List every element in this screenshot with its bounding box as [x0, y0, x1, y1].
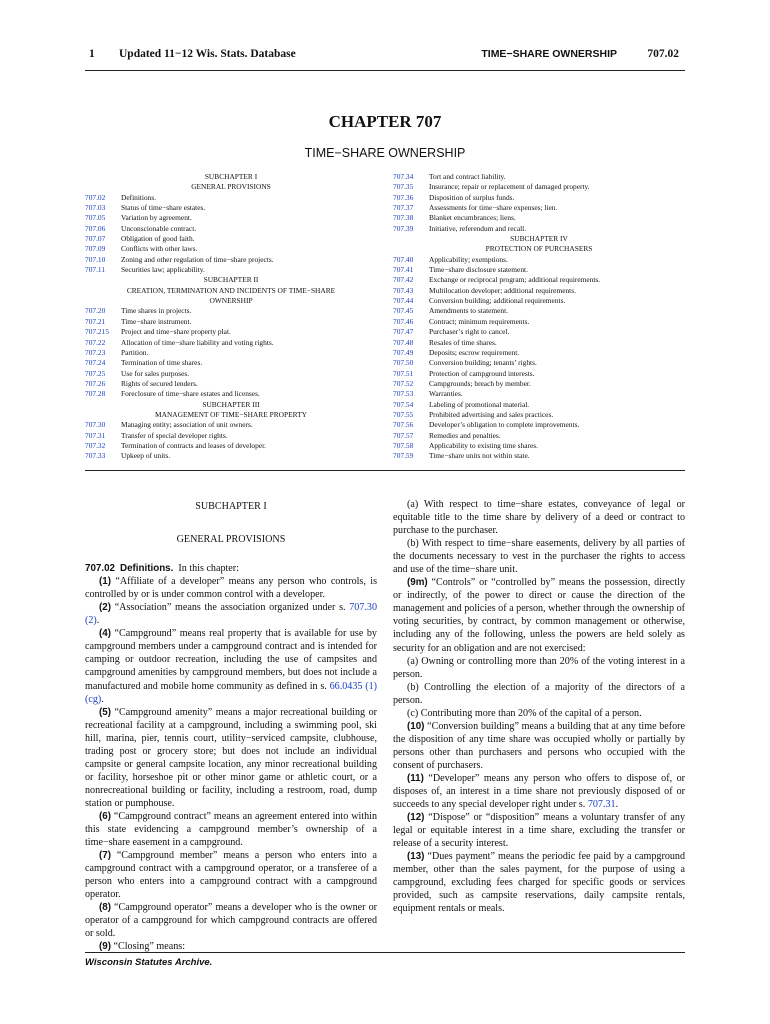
- toc-section-title: Unconscionable contract.: [121, 223, 197, 233]
- toc-section-link[interactable]: 707.56: [393, 420, 414, 430]
- toc-section-link[interactable]: 707.40: [393, 254, 414, 264]
- toc-section-title: Managing entity; association of unit owners.: [121, 420, 253, 430]
- toc-section-link[interactable]: 707.42: [393, 275, 414, 285]
- toc-entry: [393, 255, 685, 265]
- toc-section-link[interactable]: 707.52: [393, 378, 414, 388]
- toc-entry: [393, 182, 685, 192]
- toc-section-link[interactable]: 707.46: [393, 316, 414, 326]
- toc-section-title: Amendments to statement.: [429, 306, 509, 316]
- toc-section-link[interactable]: 707.45: [393, 306, 414, 316]
- toc-entry: [393, 389, 685, 399]
- toc-section-link[interactable]: 707.53: [393, 389, 414, 399]
- toc-subchapter-heading: SUBCHAPTER II: [203, 275, 259, 285]
- toc-section-title: Transfer of special developer rights.: [121, 430, 228, 440]
- statute-cross-reference-link[interactable]: 707.30 (2): [85, 602, 377, 627]
- toc-section-link[interactable]: 707.23: [85, 347, 106, 357]
- database-label: Updated 11−12 Wis. Stats. Database: [119, 48, 296, 60]
- toc-entry: [393, 327, 685, 337]
- definition-paragraph: [85, 601, 377, 627]
- toc-section-title: Remedies and penalties.: [429, 430, 501, 440]
- toc-section-link[interactable]: 707.09: [85, 244, 106, 254]
- definition-number: (9m): [407, 577, 428, 589]
- toc-entry: [85, 203, 377, 213]
- statute-cross-reference-link[interactable]: 66.0435 (1) (cg): [85, 680, 377, 705]
- toc-section-link[interactable]: 707.39: [393, 223, 414, 233]
- toc-section-title: Time shares in projects.: [121, 306, 192, 316]
- toc-section-title: Securities law; applicability.: [121, 265, 205, 275]
- footer-rule: [85, 952, 685, 953]
- toc-section-link[interactable]: 707.55: [393, 409, 414, 419]
- toc-entry: [393, 410, 685, 420]
- toc-subchapter-heading: SUBCHAPTER I: [204, 172, 258, 181]
- toc-entry: [85, 420, 377, 430]
- definition-text: “Closing” means:: [113, 941, 185, 953]
- toc-section-title: Protection of campground interests.: [429, 368, 535, 378]
- section-title: Definitions.: [120, 563, 174, 575]
- toc-section-title: Developer’s obligation to complete improvements.: [429, 420, 580, 430]
- toc-section-title: Labeling of promotional material.: [429, 399, 530, 409]
- toc-subchapter-heading: CREATION, TERMINATION AND INCIDENTS OF TIME−SHARE: [126, 285, 336, 295]
- toc-section-link[interactable]: 707.44: [393, 296, 414, 306]
- toc-entry: [393, 431, 685, 441]
- definition-number: (13): [407, 851, 425, 863]
- definition-number: (8): [99, 902, 111, 914]
- toc-section-link[interactable]: 707.05: [85, 213, 106, 223]
- toc-entry: [393, 213, 685, 223]
- toc-section-link[interactable]: 707.11: [85, 265, 106, 275]
- toc-section-title: Use for sales purposes.: [121, 368, 190, 378]
- toc-subchapter-heading: PROTECTION OF PURCHASERS: [485, 244, 593, 254]
- toc-entry: [393, 317, 685, 327]
- chapter-number: CHAPTER 707: [328, 112, 442, 131]
- toc-section-link[interactable]: 707.02: [85, 192, 106, 202]
- toc-section-title: Time−share instrument.: [121, 316, 192, 326]
- toc-entry: [85, 193, 377, 203]
- definition-text: “Campground operator” means a developer who is the owner or operator of a campground for which campground contracts are offered or sold.: [85, 902, 377, 940]
- section-number: 707.02: [85, 563, 115, 575]
- toc-section-link[interactable]: 707.10: [85, 254, 106, 264]
- definition-text: (a) With respect to time−share estates, conveyance of legal or equitable title to the time share by delivery of a deed or contract to purchase to the purchaser.: [393, 499, 685, 537]
- definition-number: (5): [99, 706, 111, 718]
- toc-section-title: Variation by agreement.: [121, 213, 192, 223]
- toc-section-link[interactable]: 707.24: [85, 358, 106, 368]
- toc-section-title: Deposits; escrow requirement.: [429, 347, 520, 357]
- toc-subchapter-heading: SUBCHAPTER III: [202, 399, 260, 409]
- left-definitions: [85, 575, 377, 953]
- toc-section-title: Exchange or reciprocal program; additional requirements.: [429, 275, 601, 285]
- toc-section-title: Foreclosure of time−share estates and licenses.: [121, 389, 260, 399]
- toc-section-link[interactable]: 707.20: [85, 306, 106, 316]
- definition-text: “Campground amenity” means a major recreational building or recreational facility at a campground, including a swimming pool, ski hill, marina, pier, tennis court, utility−serviced campsite, clubhouse, trading post or grocery store; but does not include an individual campsite or general campsite location, any minor recreational building or facility, horseshoe pit or other minor game or athletic court, or a nonrecreational building or facility, including a restroom, road, dump station or pumphouse.: [85, 706, 377, 809]
- toc-right-column: [393, 172, 685, 462]
- toc-section-link[interactable]: 707.32: [85, 440, 106, 450]
- definition-paragraph: [393, 707, 685, 720]
- definition-number: (11): [407, 772, 424, 784]
- definition-paragraph: [393, 655, 685, 681]
- toc-section-link[interactable]: 707.59: [393, 451, 414, 461]
- toc-section-title: Applicability to existing time shares.: [429, 440, 538, 450]
- definition-text: “Association” means the association organized under s.: [114, 602, 350, 614]
- footer-text: Wisconsin Statutes Archive.: [85, 957, 213, 968]
- toc-section-link[interactable]: 707.41: [393, 265, 414, 275]
- toc-section-title: Initiative, referendum and recall.: [429, 223, 527, 233]
- toc-section-title: Zoning and other regulation of time−share projects.: [121, 254, 274, 264]
- toc-section-link[interactable]: 707.25: [85, 368, 106, 378]
- toc-section-link[interactable]: 707.26: [85, 378, 106, 388]
- toc-entry: [393, 203, 685, 213]
- definition-number: (6): [99, 810, 111, 822]
- definition-text: “Conversion building” means a building that at any time before the disposition of any time share was occupied wholly or partially by persons other than purchasers and persons who occupied with the consent of purchasers.: [393, 720, 686, 771]
- definition-paragraph: [393, 498, 685, 537]
- toc-entry: [85, 389, 377, 399]
- definition-number: (7): [99, 850, 111, 862]
- definition-text: “Developer” means any person who offers to dispose of, or disposes of, an interest in a time share not previously disposed of or succeeds to any special developer right under s.: [393, 772, 685, 811]
- chapter-title: TIME−SHARE OWNERSHIP: [304, 146, 466, 160]
- toc-entry: [393, 265, 685, 275]
- toc-section-link[interactable]: 707.33: [85, 451, 106, 461]
- toc-entry: [393, 275, 685, 285]
- toc-subchapter-heading: SUBCHAPTER IV: [510, 234, 568, 244]
- toc-entry: [85, 306, 377, 316]
- definition-number: (12): [407, 812, 425, 824]
- toc-entry: [85, 224, 377, 234]
- toc-section-title: Termination of time shares.: [121, 358, 203, 368]
- toc-section-link[interactable]: 707.07: [85, 234, 106, 244]
- definition-number: (4): [99, 628, 111, 640]
- definition-text: (a) Owning or controlling more than 20% of the voting interest in a person.: [393, 655, 685, 680]
- toc-section-link[interactable]: 707.28: [85, 389, 106, 399]
- section-heading: [85, 562, 377, 575]
- toc-section-title: Status of time−share estates.: [121, 203, 206, 213]
- toc-left-column: [85, 172, 377, 462]
- toc-entry: [393, 193, 685, 203]
- definition-paragraph: [85, 901, 377, 940]
- toc-section-title: Definitions.: [121, 192, 157, 202]
- right-definitions: [393, 498, 685, 916]
- statute-cross-reference-link[interactable]: 707.31: [587, 799, 616, 811]
- toc-section-link[interactable]: 707.03: [85, 203, 106, 213]
- subchapter-title: GENERAL PROVISIONS: [176, 534, 286, 546]
- definition-punctuation: .: [615, 799, 619, 811]
- toc-section-title: Project and time−share property plat.: [121, 327, 231, 337]
- definition-paragraph: [85, 706, 377, 810]
- definition-paragraph: [393, 850, 685, 915]
- definition-paragraph: [393, 772, 685, 811]
- toc-section-title: Rights of secured lenders.: [121, 378, 198, 388]
- toc-entry: [393, 348, 685, 358]
- definition-paragraph: [393, 537, 685, 576]
- definition-paragraph: [393, 576, 685, 654]
- toc-entry: [85, 234, 377, 244]
- definition-text: “Campground member” means a person who enters into a campground contract with a campground operator, or a transferee of a person who enters into a campground contract with a campground operator.: [85, 850, 377, 901]
- definition-number: (9): [99, 941, 111, 953]
- toc-entry: [393, 369, 685, 379]
- toc-entry: [393, 451, 685, 461]
- toc-section-title: Upkeep of units.: [121, 451, 171, 461]
- toc-section-title: Termination of contracts and leases of developer.: [121, 440, 266, 450]
- toc-section-title: Prohibited advertising and sales practices.: [429, 409, 554, 419]
- toc-entry: [85, 213, 377, 223]
- toc-entry: [85, 327, 377, 337]
- toc-entry: [393, 441, 685, 451]
- toc-section-link[interactable]: 707.38: [393, 213, 414, 223]
- toc-section-link[interactable]: 707.57: [393, 430, 414, 440]
- subchapter-heading: SUBCHAPTER I: [195, 501, 267, 512]
- toc-section-title: Partition.: [121, 347, 149, 357]
- toc-entry: [85, 338, 377, 348]
- toc-section-title: Multilocation developer; additional requirements.: [429, 285, 576, 295]
- toc-section-link[interactable]: 707.58: [393, 440, 414, 450]
- definition-paragraph: [85, 627, 377, 705]
- definition-text: (b) Controlling the election of a majority of the directors of a person.: [393, 681, 685, 706]
- definition-punctuation: .: [101, 693, 104, 705]
- toc-section-link[interactable]: 707.06: [85, 223, 106, 233]
- definition-paragraph: [85, 810, 377, 849]
- toc-section-title: Assessments for time−share expenses; lien.: [429, 203, 558, 213]
- definition-text: “Dispose” or “disposition” means a voluntary transfer of any legal or equitable interest in a time share, excluding the transfer or release of a security interest.: [393, 812, 685, 850]
- toc-section-title: Time−share units not within state.: [429, 451, 530, 461]
- toc-section-link[interactable]: 707.34: [393, 172, 414, 181]
- toc-section-title: Purchaser’s right to cancel.: [429, 327, 510, 337]
- body-right-column: [393, 498, 685, 916]
- toc-section-link[interactable]: 707.36: [393, 192, 414, 202]
- toc-section-link[interactable]: 707.35: [393, 182, 414, 192]
- definition-paragraph: [393, 811, 685, 850]
- toc-entry: [393, 296, 685, 306]
- running-section: 707.02: [647, 48, 679, 60]
- toc-section-link[interactable]: 707.21: [85, 316, 106, 326]
- definition-paragraph: [393, 720, 685, 772]
- page-number: 1: [89, 48, 95, 60]
- definition-text: “Dues payment” means the periodic fee paid by a campground member, other than the sales payment, for the purpose of using a campground, excluding fees charged for specific goods or services provided, such as campsite reservations, daily campsite rentals, equipment rentals or meals.: [393, 851, 686, 915]
- section-intro: In this chapter:: [178, 563, 239, 575]
- definition-text: (b) With respect to time−share easements, delivery by all parties of the documents necessary to vest in the purchaser the rights to access and use of the time−share unit.: [393, 538, 685, 576]
- toc-section-title: Resales of time shares.: [429, 337, 497, 347]
- toc-entry: [85, 379, 377, 389]
- toc-entry: [393, 306, 685, 316]
- toc-entry: [85, 317, 377, 327]
- toc-section-link[interactable]: 707.54: [393, 399, 414, 409]
- toc-entry: [85, 348, 377, 358]
- body-left-column: [85, 498, 377, 954]
- toc-section-title: Blanket encumbrances; liens.: [429, 213, 516, 223]
- toc-entry: [85, 265, 377, 275]
- definition-paragraph: [393, 681, 685, 707]
- toc-section-link[interactable]: 707.48: [393, 337, 414, 347]
- definition-paragraph: [85, 849, 377, 901]
- toc-section-title: Obligation of good faith.: [121, 234, 195, 244]
- toc-entry: [393, 400, 685, 410]
- toc-section-title: Tort and contract liability.: [429, 172, 506, 181]
- toc-entry: [85, 369, 377, 379]
- definition-text: “Affiliate of a developer” means any person who controls, is controlled by or is under common control with a developer.: [85, 576, 377, 601]
- toc-section-title: Conflicts with other laws.: [121, 244, 198, 254]
- definition-number: (1): [99, 576, 111, 588]
- toc-section-title: Allocation of time−share liability and voting rights.: [121, 337, 274, 347]
- toc-entry: [393, 358, 685, 368]
- toc-section-link[interactable]: 707.47: [393, 327, 414, 337]
- toc-section-link[interactable]: 707.22: [85, 337, 106, 347]
- definition-punctuation: .: [96, 615, 100, 627]
- toc-section-title: Warranties.: [429, 389, 463, 399]
- toc-section-link[interactable]: 707.43: [393, 285, 414, 295]
- toc-section-link[interactable]: 707.49: [393, 347, 414, 357]
- definition-text: “Campground contract” means an agreement entered into within this state evidencing a campground member’s ownership of a time−share easement in a campground.: [85, 810, 377, 849]
- toc-section-title: Insurance; repair or replacement of damaged property.: [429, 182, 590, 192]
- page-header: [85, 44, 685, 68]
- toc-entry: [393, 286, 685, 296]
- toc-entry: [393, 379, 685, 389]
- toc-section-link[interactable]: 707.215: [85, 327, 110, 337]
- toc-section-title: Campgrounds; breach by member.: [429, 378, 531, 388]
- toc-entry: [85, 244, 377, 254]
- toc-subchapter-heading: OWNERSHIP: [209, 296, 253, 306]
- definition-number: (2): [99, 602, 111, 614]
- toc-section-link[interactable]: 707.50: [393, 358, 414, 368]
- toc-entry: [85, 451, 377, 461]
- definition-number: (10): [407, 720, 425, 732]
- toc-section-title: Conversion building; additional requirements.: [429, 296, 566, 306]
- toc-entry: [393, 172, 685, 182]
- toc-entry: [393, 420, 685, 430]
- toc-section-link[interactable]: 707.31: [85, 430, 106, 440]
- toc-section-title: Time−share disclosure statement.: [429, 265, 528, 275]
- toc-entry: [85, 431, 377, 441]
- toc-entry: [85, 441, 377, 451]
- toc-rule: [85, 470, 685, 471]
- header-rule: [85, 70, 685, 71]
- toc-section-title: Contract; minimum requirements.: [429, 316, 530, 326]
- toc-section-link[interactable]: 707.37: [393, 203, 414, 213]
- toc-section-title: Conversion building; tenants’ rights.: [429, 358, 537, 368]
- toc-entry: [85, 255, 377, 265]
- definition-text: “Controls” or “controlled by” means the possession, directly or indirectly, of the power to direct or cause the direction of the management and policies of a person, whether through the ownership of voting securities, by contract, by common management or otherwise, including any of the following, unless the powers are held solely as security for an obligation and are not exercised:: [393, 577, 685, 654]
- toc-entry: [85, 358, 377, 368]
- toc-subchapter-heading: MANAGEMENT OF TIME−SHARE PROPERTY: [155, 409, 307, 419]
- toc-section-title: Disposition of surplus funds.: [429, 192, 515, 202]
- definition-paragraph: [85, 575, 377, 601]
- toc-subchapter-heading: GENERAL PROVISIONS: [191, 182, 271, 192]
- toc-section-link[interactable]: 707.30: [85, 420, 106, 430]
- toc-section-title: Applicability; exemptions.: [429, 254, 508, 264]
- running-title: TIME−SHARE OWNERSHIP: [481, 48, 617, 60]
- definition-text: “Campground” means real property that is available for use by campground members under a campground contract and is intended for camping or outdoor recreation, including the use of campsites and campground amenities by campground members, but does not include a manufactured and mobile home community as defined in s.: [85, 628, 377, 692]
- definition-text: (c) Contributing more than 20% of the capital of a person.: [407, 707, 642, 719]
- toc-entry: [393, 338, 685, 348]
- toc-entry: [393, 224, 685, 234]
- toc-section-link[interactable]: 707.51: [393, 368, 414, 378]
